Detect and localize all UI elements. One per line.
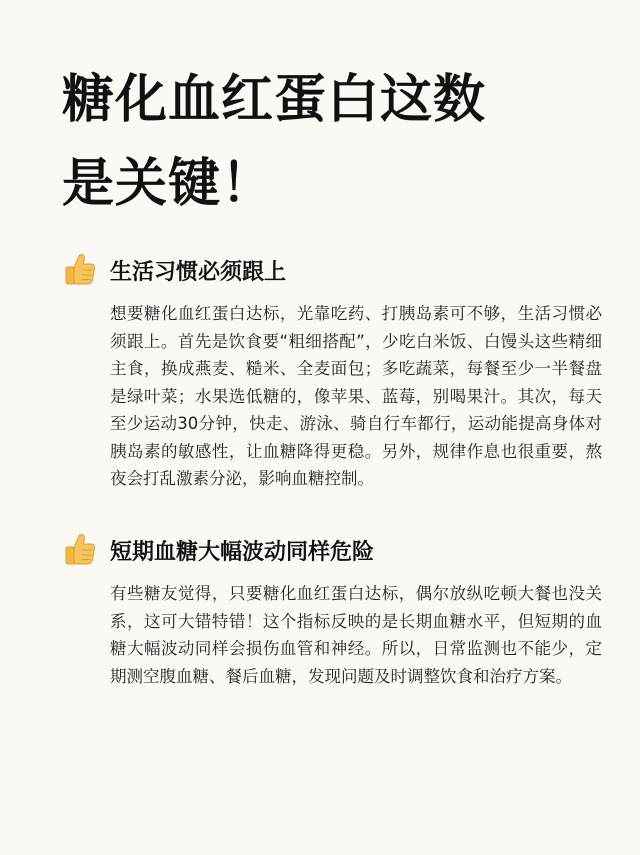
thumbs-up-icon [60,530,100,570]
section-body: 有些糖友觉得，只要糖化血红蛋白达标，偶尔放纵吃顿大餐也没关系，这可大错特错！这个指标反映的是长期血糖水平，但短期的血糖大幅波动同样会损伤血管和神经。所以，日常监测也不能少，定期测空腹血糖、餐后血糖，发现问题及时调整饮食和治疗方案。 [110,584,602,686]
page-title [62,58,582,226]
thumbs-up-icon [60,250,100,290]
title-line-1: 糖化血红蛋白这数 [62,70,487,130]
section-heading: 短期血糖大幅波动同样危险 [110,539,375,565]
section-heading: 生活习惯必须跟上 [110,259,287,285]
section-heading-row [60,530,600,570]
section-heading-row [60,250,600,290]
title-line-2: 是关键！ [62,154,275,214]
section-fluctuation [60,530,600,690]
section-lifestyle [60,250,600,493]
section-body: 想要糖化血红蛋白达标，光靠吃药、打胰岛素可不够，生活习惯必须跟上。首先是饮食要“粗细搭配”，少吃白米饭、白馒头这些精细主食，换成燕麦、糙米、全麦面包；多吃蔬菜，每餐至少一半餐盘是绿叶菜；水果选低糖的，像苹果、蓝莓，别喝果汁。其次，每天至少运动30分钟，快走、游泳、骑自行车都行，运动能提高身体对胰岛素的敏感性，让血糖降得更稳。另外，规律作息也很重要，熬夜会打乱激素分泌，影响血糖控制。 [110,304,602,488]
